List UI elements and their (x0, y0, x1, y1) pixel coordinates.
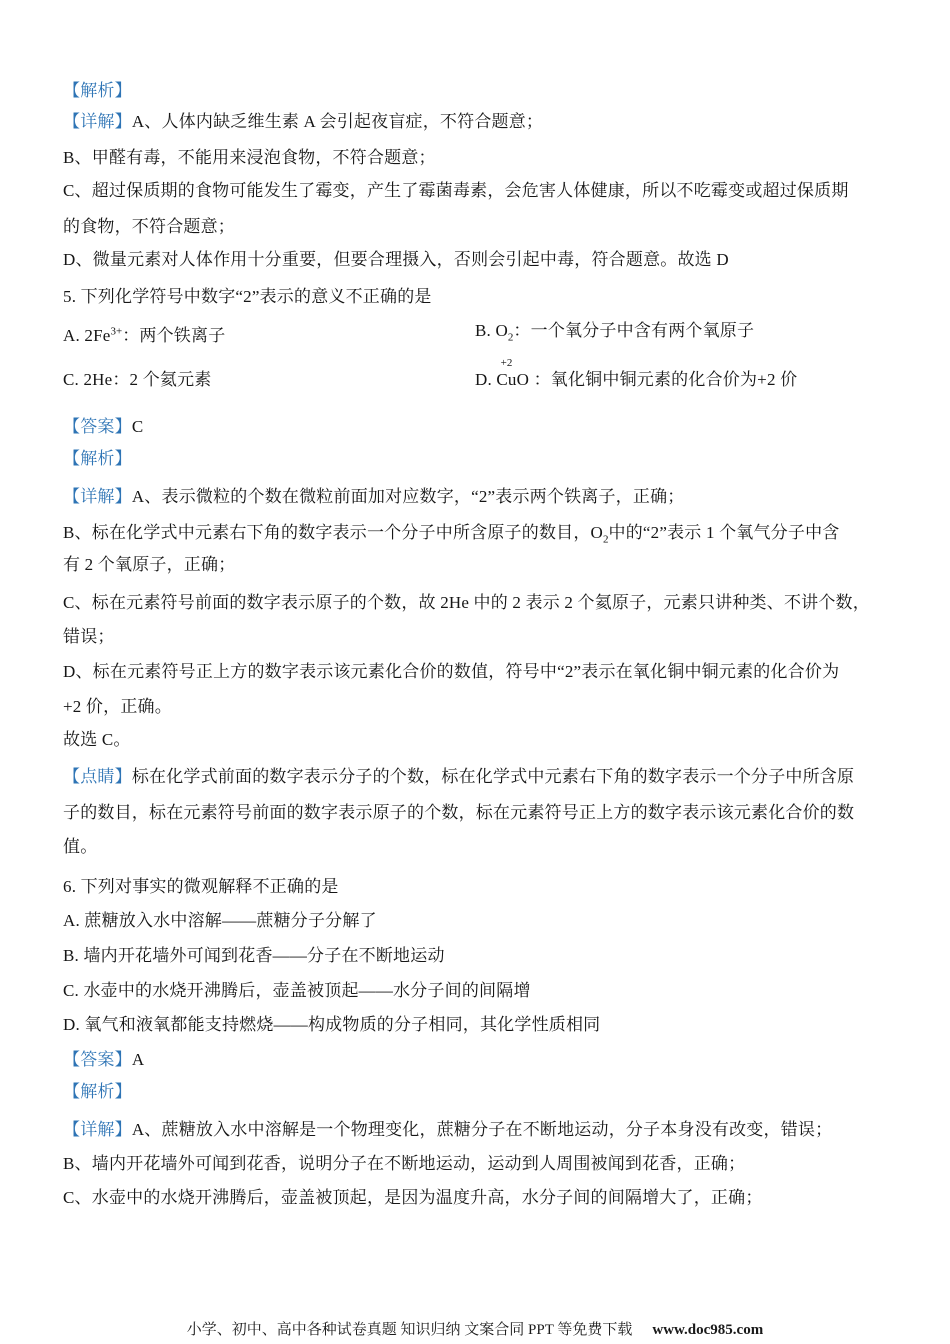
line-content (63, 877, 339, 896)
text-run: ：两个铁离子 (122, 325, 226, 345)
line-content (63, 370, 212, 389)
text-run: 5. 下列化学符号中数字“2”表示的意义不正确的是 (63, 287, 432, 306)
text-run: D. (475, 370, 497, 389)
text-run: 有 2 个氧原子，正确； (63, 555, 236, 574)
line-content (63, 1082, 132, 1101)
text-run: B. 墙内开花墙外可闻到花香——分子在不断地运动 (63, 946, 445, 965)
section-tag: 【解析】 (63, 1082, 132, 1101)
line-content (63, 1050, 144, 1069)
text-line (63, 286, 903, 308)
line-content (63, 449, 132, 468)
line-content (63, 803, 854, 822)
text-line (63, 522, 903, 550)
text-line (63, 147, 903, 169)
text-line (63, 1187, 903, 1209)
section-tag: 【解析】 (63, 449, 132, 468)
valence-notation: +2 Cu (496, 357, 517, 389)
text-line (63, 448, 903, 470)
line-content (63, 523, 840, 546)
text-line (63, 554, 903, 576)
text-run: 故选 C。 (63, 730, 131, 749)
text-run: 子的数目，标在元素符号前面的数字表示原子的个数，标在元素符号正上方的数字表示该元素化合价的数 (63, 803, 855, 822)
line-content (63, 593, 870, 612)
text-line (63, 802, 903, 824)
line-content (63, 555, 235, 574)
text-line (63, 416, 903, 438)
text-line (63, 910, 903, 932)
line-content (63, 1015, 600, 1034)
line-content (63, 326, 225, 345)
line-content (63, 627, 115, 646)
section-tag: 【答案】 (63, 1050, 132, 1069)
option-column (475, 320, 754, 348)
section-tag: 【详解】 (63, 487, 132, 506)
text-run: B、标在化学式中元素右下角的数字表示一个分子中所含原子的数目，O (63, 523, 604, 542)
line-content (63, 946, 445, 965)
line-content (63, 417, 143, 436)
footer-promo-text: 小学、初中、高中各种试卷真题 知识归纳 文案合同 PPT 等免费下载 (186, 1322, 633, 1338)
text-run: A. 蔗糖放入水中溶解——蔗糖分子分解了 (63, 911, 377, 930)
text-line (63, 1014, 903, 1036)
page-footer (0, 1320, 950, 1340)
text-line (63, 1081, 903, 1103)
text-line (63, 729, 903, 751)
subscript-text: 2 (603, 533, 609, 546)
text-run: B、墙内开花墙外可闻到花香，说明分子在不断地运动，运动到人周围被闻到花香，正确； (63, 1154, 746, 1173)
text-run: C、超过保质期的食物可能发生了霉变，产生了霉菌毒素，会危害人体健康，所以不吃霉变或超过保质期 (63, 181, 849, 200)
line-content (63, 287, 432, 306)
text-line (63, 696, 903, 718)
text-run: C. 2He：2 个氦元素 (63, 370, 212, 389)
text-run: 中的“2”表示 1 个氧气分子中含 (608, 523, 840, 542)
superscript-text: 3+ (110, 325, 123, 337)
line-content (63, 1188, 763, 1207)
text-run: O ：氧化铜中铜元素的化合价为+2 价 (516, 370, 798, 389)
section-tag: 【答案】 (63, 417, 132, 436)
text-line (63, 1153, 903, 1175)
text-run: A (131, 1050, 145, 1069)
section-tag: 【详解】 (63, 1120, 132, 1139)
line-content (63, 981, 531, 1000)
text-line (63, 1119, 903, 1141)
text-run: 错误； (63, 627, 115, 646)
section-tag: 【解析】 (63, 81, 132, 100)
line-content (63, 697, 172, 716)
subscript-text: 2 (507, 331, 514, 344)
text-run: B、甲醛有毒，不能用来浸泡食物，不符合题意； (63, 148, 436, 167)
text-line (63, 320, 903, 347)
text-line (63, 249, 903, 271)
line-content (63, 767, 854, 786)
text-run: D、标在元素符号正上方的数字表示该元素化合价的数值，符号中“2”表示在氧化铜中铜元素的化合价为 (63, 662, 840, 681)
line-content (63, 662, 839, 681)
text-run: A、人体内缺乏维生素 A 会引起夜盲症，不符合题意； (131, 112, 544, 131)
option-column (475, 357, 798, 391)
line-content (63, 81, 132, 100)
text-line (63, 357, 903, 391)
line-content (63, 1120, 832, 1139)
text-line (63, 945, 903, 967)
text-line (63, 486, 903, 508)
line-content (63, 487, 684, 506)
footer-site-link[interactable]: www.doc985.com (652, 1322, 764, 1338)
text-run: 值。 (63, 837, 98, 856)
text-line (63, 766, 903, 788)
text-line (63, 661, 903, 683)
text-line (63, 876, 903, 898)
line-content (63, 112, 543, 131)
text-line (63, 180, 903, 202)
line-content (63, 1154, 745, 1173)
line-content (63, 911, 377, 930)
line-content (63, 730, 131, 749)
text-run: C、标在元素符号前面的数字表示原子的个数，故 2He 中的 2 表示 2 个氦原子，元素只讲种类、不讲个数， (63, 593, 870, 612)
text-run: 6. 下列对事实的微观解释不正确的是 (63, 877, 339, 896)
text-line (63, 1049, 903, 1071)
text-run: C、水壶中的水烧开沸腾后，壶盖被顶起，是因为温度升高，水分子间的间隔增大了，正确； (63, 1188, 763, 1207)
text-run: D. 氧气和液氧都能支持燃烧——构成物质的分子相同，其化学性质相同 (63, 1015, 601, 1034)
section-tag: 【点睛】 (63, 767, 132, 786)
line-content (63, 250, 729, 269)
section-tag: 【详解】 (63, 112, 132, 131)
text-line (63, 592, 903, 614)
text-line (63, 836, 903, 858)
text-run: C (131, 417, 144, 436)
text-run: 标在化学式前面的数字表示分子的个数，标在化学式中元素右下角的数字表示一个分子中所含原 (131, 767, 855, 786)
line-content (63, 181, 849, 200)
text-run: ：一个氧分子中含有两个氧原子 (513, 321, 755, 340)
text-run: B. O (475, 321, 508, 340)
text-run: D、微量元素对人体作用十分重要，但要合理摄入，否则会引起中毒，符合题意。故选 D (63, 250, 729, 269)
text-run: +2 价，正确。 (63, 697, 172, 716)
text-line (63, 216, 903, 238)
line-content (63, 837, 97, 856)
text-line (63, 980, 903, 1002)
text-run: A. 2Fe (63, 325, 111, 345)
text-run: 的食物，不符合题意； (63, 217, 235, 236)
text-line (63, 80, 903, 102)
text-run: C. 水壶中的水烧开沸腾后，壶盖被顶起——水分子间的间隔增 (63, 981, 531, 1000)
text-run: A、表示微粒的个数在微粒前面加对应数字，“2”表示两个铁离子，正确； (131, 487, 685, 506)
line-content (63, 217, 235, 236)
text-line (63, 111, 903, 133)
line-content (63, 148, 436, 167)
text-run: A、蔗糖放入水中溶解是一个物理变化，蔗糖分子在不断地运动，分子本身没有改变，错误； (131, 1120, 833, 1139)
text-line (63, 626, 903, 648)
